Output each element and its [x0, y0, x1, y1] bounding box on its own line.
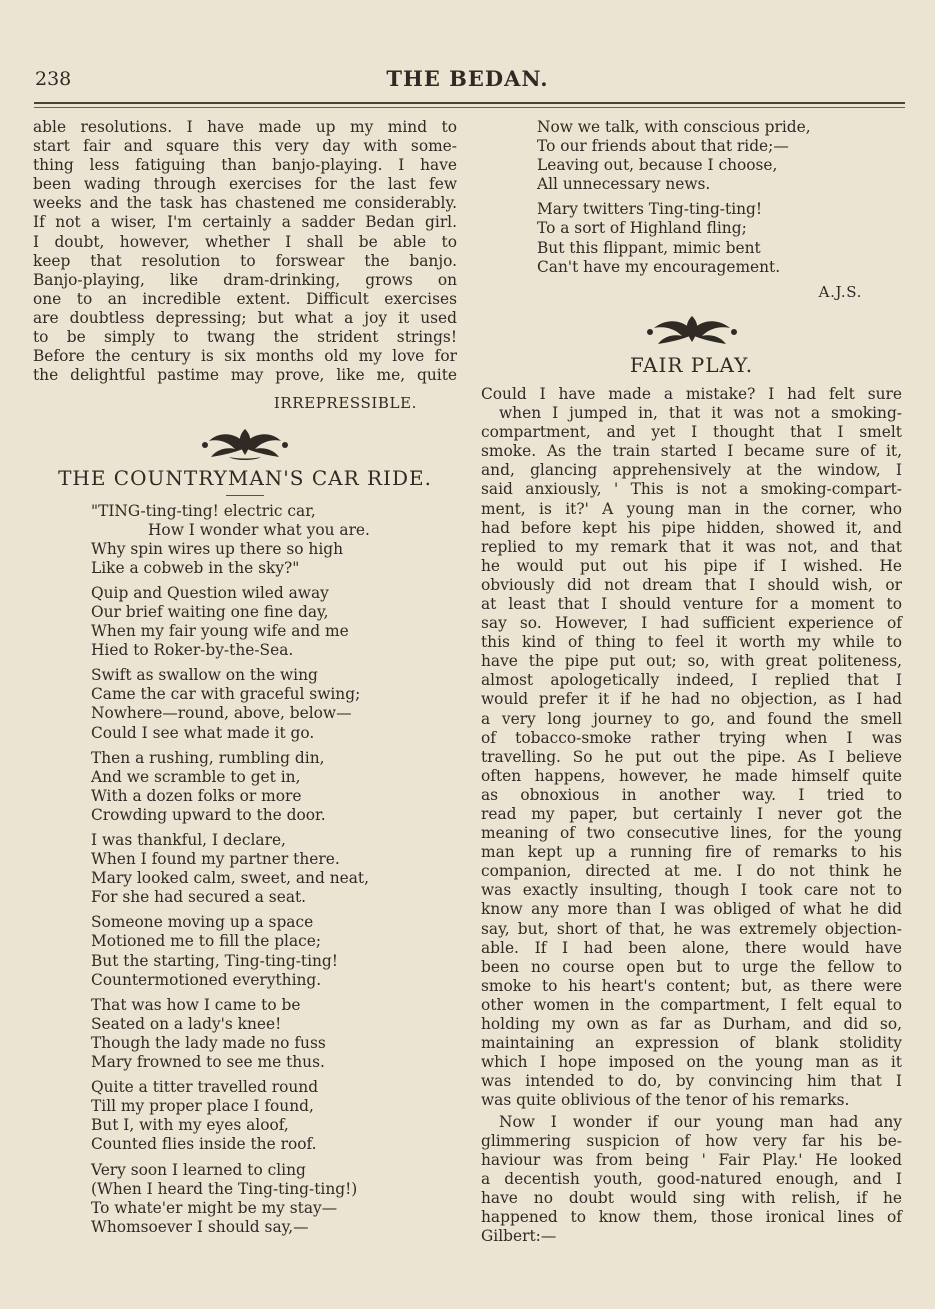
stanza: [91, 1078, 457, 1154]
text-line: often happens, however, he made himself quite: [481, 766, 902, 785]
poem-line: With a dozen folks or more: [91, 786, 302, 805]
text-line: travelling. So he put out the pipe. As I believe: [481, 747, 902, 766]
poem-line: Now we talk, with conscious pride,: [537, 118, 811, 136]
text-line: are doubtless depressing; but what a joy it used: [33, 308, 457, 327]
text-line: this kind of thing to feel it worth my while to: [481, 633, 902, 652]
stanza: [537, 200, 902, 276]
poem-line: Mary frowned to see me thus.: [91, 1053, 325, 1072]
poem-line: Our brief waiting one fine day,: [91, 602, 329, 621]
text-line: maintaining an expression of blank stolidity: [481, 1034, 902, 1053]
text-line: obviously did not dream that I should wish, or: [481, 575, 902, 594]
text-line: able resolutions. I have made up my mind to: [33, 118, 457, 136]
text-line: a very long journey to go, and found the smell: [481, 709, 902, 728]
poem-line: Till my proper place I found,: [91, 1097, 314, 1116]
poem-line: Counted flies inside the roof.: [91, 1135, 317, 1154]
text-line: Now I wonder if our young man had any: [499, 1112, 902, 1131]
text-line: the delightful pastime may prove, like me, quite: [33, 366, 457, 385]
poem-line: Nowhere—round, above, below—: [91, 704, 352, 723]
text-line: companion, directed at me. I do not think he: [481, 862, 902, 881]
poem-line: I was thankful, I declare,: [91, 831, 286, 849]
poem-line: Mary looked calm, sweet, and neat,: [91, 869, 369, 888]
title-rule: [226, 495, 264, 496]
poem-line: Crowding upward to the door.: [91, 805, 326, 824]
header-rule: [34, 102, 905, 104]
header-rule-thin: [34, 107, 905, 108]
poem-line: Could I see what made it go.: [91, 723, 315, 742]
stanza: [91, 584, 457, 660]
poem-line: For she had secured a seat.: [91, 888, 307, 907]
poem-line: Though the lady made no fuss: [91, 1033, 326, 1052]
text-line: at least that I should venture for a moment to: [481, 594, 902, 613]
poem-line: Someone moving up a space: [91, 913, 314, 932]
signature-ajs: A.J.S.: [818, 282, 862, 301]
poem-line: But this flippant, mimic bent: [537, 238, 761, 257]
poem-line: Like a cobweb in the sky?": [91, 558, 300, 577]
stanza: [91, 666, 457, 742]
text-line: which I hope imposed on the young man as it: [481, 1053, 902, 1072]
poem-line: But the starting, Ting-ting-ting!: [91, 951, 338, 970]
text-line: holding my own as far as Durham, and did so,: [481, 1015, 902, 1034]
poem-line: All unnecessary news.: [537, 175, 711, 194]
stanza: [537, 118, 902, 194]
text-line: I doubt, however, whether I shall be able to: [33, 232, 457, 251]
text-line: keep that resolution to forswear the banjo.: [33, 251, 457, 270]
text-line: was intended to do, by convincing him that I: [481, 1072, 902, 1091]
text-line: said anxiously, ' This is not a smoking-compart-: [481, 480, 902, 499]
floral-ornament-icon: [644, 310, 740, 350]
poem-line: To a sort of Highland fling;: [537, 219, 747, 238]
irrepressible-letter-ending: [33, 118, 457, 385]
poem-line: Leaving out, because I choose,: [537, 156, 778, 175]
text-line: smoke. As the train started I became sure of it,: [481, 442, 902, 461]
poem-line: Then a rushing, rumbling din,: [91, 748, 325, 767]
poem-line: Hied to Roker-by-the-Sea.: [91, 641, 294, 660]
poem-line: Very soon I learned to cling: [91, 1160, 306, 1179]
text-line: been no course open but to urge the fellow to: [481, 957, 902, 976]
text-line: as obnoxious in another way. I tried to: [481, 785, 902, 804]
text-line: haviour was from being ' Fair Play.' He looked: [481, 1150, 902, 1169]
poem-line: "TING-ting-ting! electric car,: [91, 501, 316, 520]
text-line: weeks and the task has chastened me considerably.: [33, 194, 457, 213]
poem-continuation: [537, 118, 902, 277]
left-column: [33, 118, 457, 1243]
poem-line: Can't have my encouragement.: [537, 257, 781, 276]
text-line: was exactly insulting, though I took care not to: [481, 881, 902, 900]
text-line: Gilbert:—: [481, 1227, 557, 1246]
article-title: FAIR PLAY.: [629, 352, 754, 377]
text-line: had before kept his pipe hidden, showed it, and: [481, 518, 902, 537]
text-line: know any more than I was obliged of what he did: [481, 900, 902, 919]
poem-line: Mary twitters Ting-ting-ting!: [537, 200, 763, 219]
stanza: [91, 1161, 457, 1237]
text-line: read my paper, but certainly I never got the: [481, 805, 902, 823]
text-line: of tobacco-smoke rather trying when I was: [481, 728, 902, 747]
text-line: when I jumped in, that it was not a smoking-: [499, 404, 902, 423]
stanza: [91, 913, 457, 989]
poem-line: But I, with my eyes aloof,: [91, 1116, 289, 1135]
text-line: was quite oblivious of the tenor of his remarks.: [481, 1091, 850, 1110]
text-line: other women in the compartment, I felt equal to: [481, 995, 902, 1014]
stanza: [91, 502, 457, 578]
poem-line: Whomsoever I should say,—: [91, 1217, 309, 1236]
poem-line: To whate'er might be my stay—: [91, 1198, 338, 1217]
poem-line: Seated on a lady's knee!: [91, 1014, 282, 1033]
poem-line: That was how I came to be: [91, 995, 301, 1014]
text-line: have the pipe put out; so, with great politeness,: [481, 652, 902, 671]
stanza: [91, 996, 457, 1072]
poem-line: Countermotioned everything.: [91, 970, 322, 989]
text-line: one to an incredible extent. Difficult exercises: [33, 289, 457, 308]
text-line: replied to my remark that it was not, and that: [481, 537, 902, 556]
poem-line: To our friends about that ride;—: [537, 137, 789, 156]
text-line: able. If I had been alone, there would have: [481, 938, 902, 957]
poem-line: When my fair young wife and me: [91, 622, 349, 641]
text-line: have no doubt would sing with relish, if he: [481, 1188, 902, 1207]
text-line: thing less fatiguing than banjo-playing. I have: [33, 156, 457, 175]
poem-title: THE COUNTRYMAN'S CAR RIDE.: [58, 466, 432, 491]
poem-line: How I wonder what you are.: [148, 520, 370, 539]
fair-play-article: [481, 385, 902, 1246]
text-line: say, but, short of that, he was extremely objection-: [481, 919, 902, 938]
text-line: to be simply to twang the strident strings!: [33, 328, 457, 347]
poem-line: When I found my partner there.: [91, 850, 340, 869]
poem-line: Quip and Question wiled away: [91, 583, 329, 602]
poem-line: (When I heard the Ting-ting-ting!): [91, 1179, 358, 1198]
stanza: [91, 831, 457, 907]
text-line: compartment, and yet I thought that I smelt: [481, 423, 902, 442]
poem-line: Why spin wires up there so high: [91, 539, 344, 558]
poem-line: Quite a titter travelled round: [91, 1078, 319, 1097]
text-line: start fair and square this very day with some-: [33, 137, 457, 156]
poem-line: And we scramble to get in,: [91, 767, 301, 786]
text-line: a decentish youth, good-natured enough, and I: [481, 1169, 902, 1188]
poem-line: Came the car with graceful swing;: [91, 685, 361, 704]
poem-line: Motioned me to fill the place;: [91, 932, 322, 951]
floral-ornament-icon: [199, 421, 291, 463]
text-line: almost apologetically indeed, I replied that I: [481, 671, 902, 690]
text-line: Banjo-playing, like dram-drinking, grows on: [33, 270, 457, 289]
text-line: Before the century is six months old my love for: [33, 347, 457, 366]
stanza: [91, 749, 457, 825]
right-column: [481, 118, 902, 1246]
text-line: Could I have made a mistake? I had felt sure: [481, 384, 902, 403]
running-head: THE BEDAN.: [386, 66, 549, 91]
text-line: meaning of two consecutive lines, for the young: [481, 824, 902, 843]
text-line: he would put out his pipe if I wished. He: [481, 556, 902, 575]
text-line: glimmering suspicion of how very far his be-: [481, 1131, 902, 1150]
text-line: say so. However, I had sufficient experience of: [481, 614, 902, 633]
text-line: and, glancing apprehensively at the window, I: [481, 461, 902, 480]
text-line: been wading through exercises for the last few: [33, 175, 457, 194]
text-line: smoke to his heart's content; but, as there were: [481, 976, 902, 995]
text-line: ment, is it?' A young man in the corner, who: [481, 499, 902, 518]
signature-irrepressible: IRREPRESSIBLE.: [273, 394, 417, 413]
text-line: happened to know them, those ironical lines of: [481, 1207, 902, 1226]
text-line: man kept up a running fire of remarks to his: [481, 843, 902, 862]
poem-body: [91, 502, 457, 1237]
text-line: If not a wiser, I'm certainly a sadder Bedan girl.: [33, 213, 457, 232]
text-line: would prefer it if he had no objection, as I had: [481, 690, 902, 709]
page-number: 238: [35, 68, 72, 90]
poem-line: Swift as swallow on the wing: [91, 666, 318, 685]
